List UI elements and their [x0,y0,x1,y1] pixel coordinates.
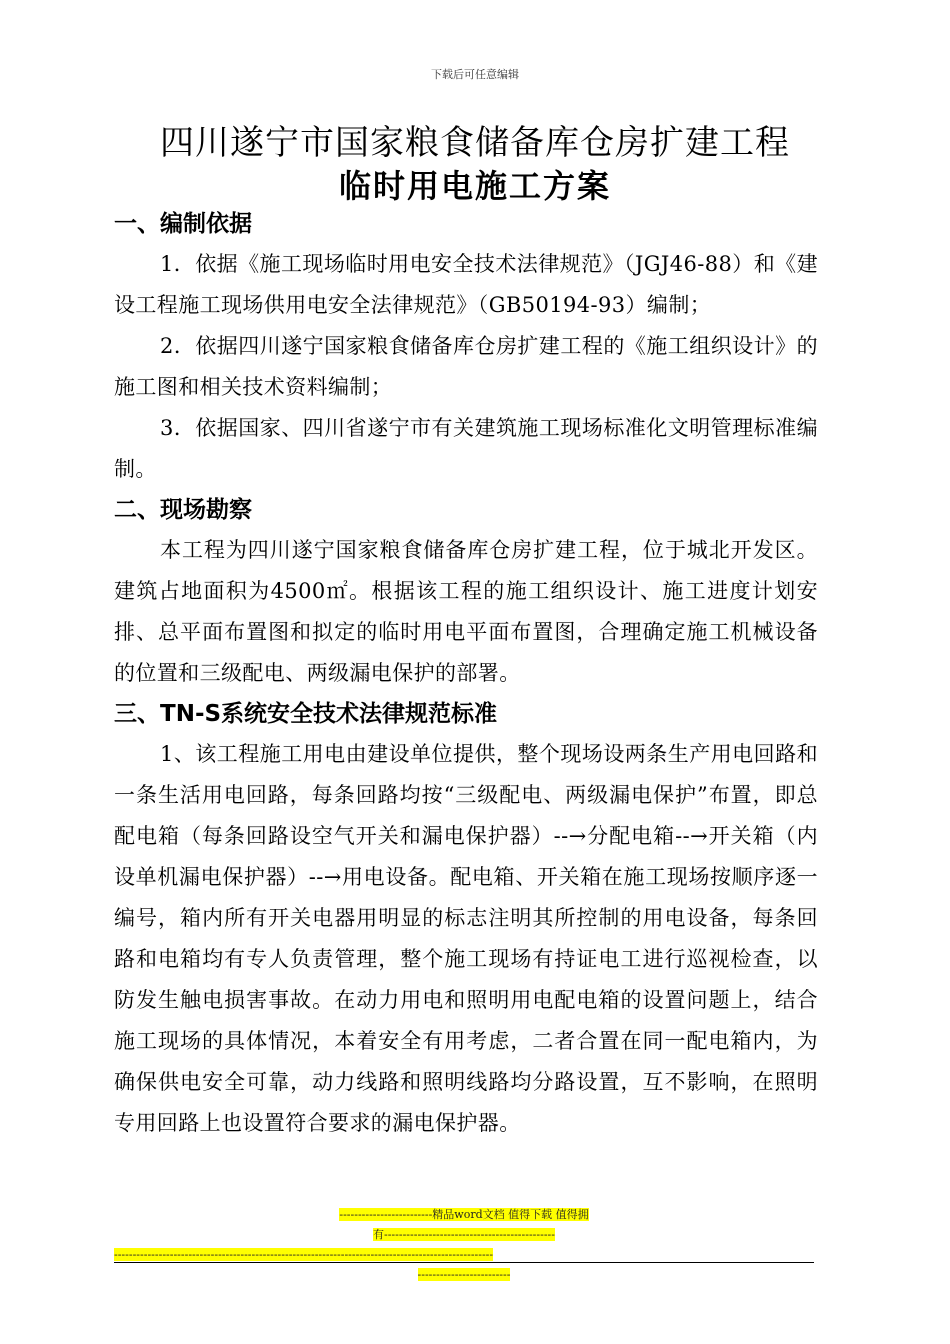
paragraph: 1、该工程施工用电由建设单位提供，整个现场设两条生产用电回路和一条生活用电回路，每条回路均按“三级配电、两级漏电保护”布置，即总配电箱（每条回路设空气开关和漏电保护器）--→分配电箱--→开关箱（内设单机漏电保护器）--→用电设备。配电箱、开关箱在施工现场按顺序逐一编号，箱内所有开关电器用明显的标志注明其所控制的用电设备，每条回路和电箱均有专人负责管理，整个施工现场有持证电工进行巡视检查，以防发生触电损害事故。在动力用电和照明用电配电箱的设置问题上，结合施工现场的具体情况，本着安全有用考虑，二者合置在同一配电箱内，为确保供电安全可靠，动力线路和照明线路均分路设置，互不影响，在照明专用回路上也设置符合要求的漏电保护器。 [114,742,818,1135]
document-title: 四川遂宁市国家粮食储备库仓房扩建工程 [160,123,790,163]
footer-divider [114,1262,814,1263]
paragraph: 本工程为四川遂宁国家粮食储备库仓房扩建工程，位于城北开发区。建筑占地面积为4500㎡。根据该工程的施工组织设计、施工进度计划安排、总平面布置图和拟定的临时用电平面布置图，合理确定施工机械设备的位置和三级配电、两级漏电保护的部署。 [114,538,818,685]
footer-line: 有---------------------------------------------- [373,1228,555,1241]
section-heading-tns: 三、TN-S系统安全技术法律规范标准 [114,701,498,727]
paragraph: 3．依据国家、四川省遂宁市有关建筑施工现场标准化文明管理标准编制。 [114,416,818,481]
footer-line: ------------------------------------------------------------------------------------------------------ [114,1248,494,1261]
footer-line: ------------------------- [417,1268,511,1281]
paragraph: 2．依据四川遂宁国家粮食储备库仓房扩建工程的《施工组织设计》的施工图和相关技术资料编制； [114,334,818,399]
footer-watermark [114,1203,814,1283]
document-subtitle: 临时用电施工方案 [338,167,611,205]
document-body [114,204,818,1144]
paragraph: 1．依据《施工现场临时用电安全技术法律规范》（JGJ46-88）和《建设工程施工现场供用电安全法律规范》（GB50194-93）编制； [114,252,818,317]
section-heading-basis: 一、编制依据 [114,211,252,237]
footer-line: -------------------------精品word文档 值得下载 值得拥 [339,1208,589,1221]
header-note: 下载后可任意编辑 [431,68,519,81]
section-heading-survey: 二、现场勘察 [114,497,252,523]
